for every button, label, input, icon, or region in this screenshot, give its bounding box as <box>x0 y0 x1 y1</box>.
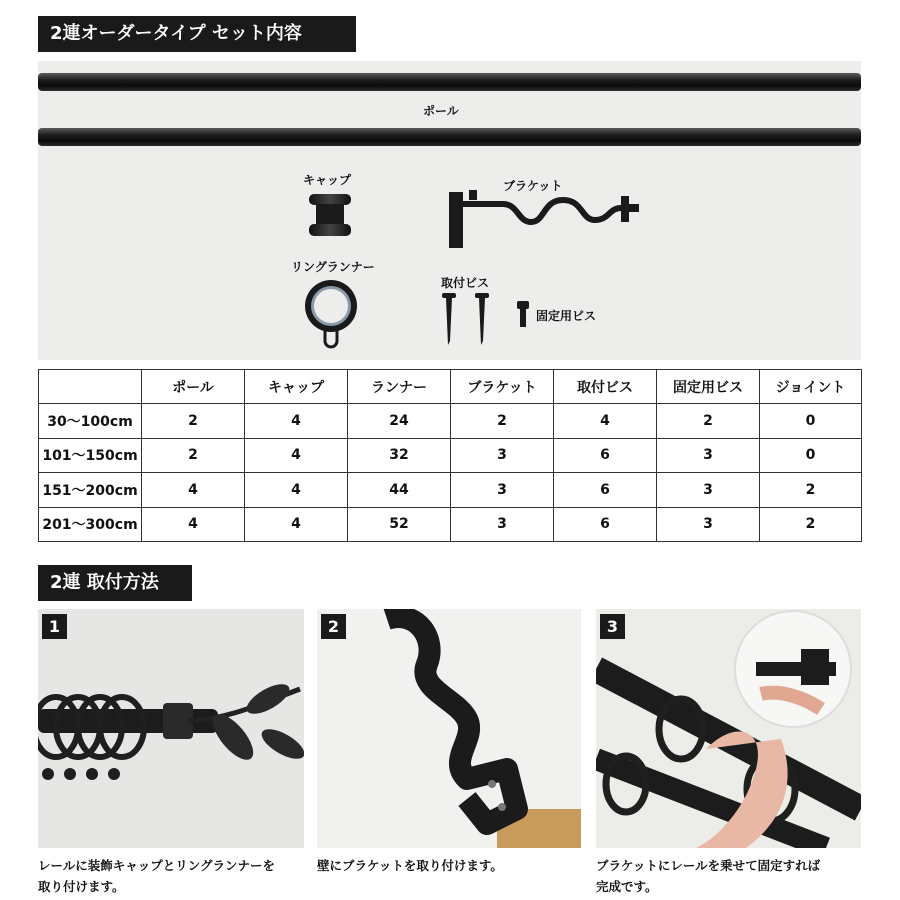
caption-line: レールに装飾キャップとリングランナーを <box>38 858 276 873</box>
table-row-size: 101～150cm <box>39 438 142 472</box>
step-number-badge: 3 <box>600 614 625 639</box>
table-cell: 2 <box>657 404 760 438</box>
table-cell: 4 <box>245 438 348 472</box>
set-contents-heading: 2連オーダータイプ セット内容 <box>38 16 356 52</box>
step-3-photo <box>596 609 861 848</box>
table-header-cell: ブラケット <box>451 370 554 404</box>
table-header-cell: ポール <box>142 370 245 404</box>
cap-image <box>306 191 354 241</box>
table-cell: 4 <box>245 507 348 541</box>
pole-top <box>38 73 861 91</box>
rail-with-cap-and-rings-image <box>38 609 304 848</box>
table-header-cell: ジョイント <box>760 370 862 404</box>
table-header-cell: ランナー <box>348 370 451 404</box>
caption-line: ブラケットにレールを乗せて固定すれば <box>596 858 821 873</box>
table-cell: 3 <box>657 438 760 472</box>
table-row <box>39 507 862 541</box>
table-header-row <box>39 370 862 404</box>
table-cell: 2 <box>142 438 245 472</box>
table-cell: 52 <box>348 507 451 541</box>
table-cell: 0 <box>760 438 862 472</box>
mounting-screw-label: 取付ビス <box>441 276 490 290</box>
step-3-caption <box>596 855 861 897</box>
table-cell: 4 <box>142 473 245 507</box>
table-cell: 2 <box>142 404 245 438</box>
fixing-screw-label: 固定用ビス <box>536 309 597 323</box>
table-cell: 3 <box>451 473 554 507</box>
ring-runner-image <box>300 275 362 349</box>
table-row <box>39 438 862 472</box>
step-number-badge: 2 <box>321 614 346 639</box>
table-cell: 4 <box>245 473 348 507</box>
table-cell: 3 <box>657 507 760 541</box>
table-row <box>39 404 862 438</box>
ring-runner-label: リングランナー <box>291 260 375 274</box>
table-row-size: 201～300cm <box>39 507 142 541</box>
table-cell: 4 <box>245 404 348 438</box>
table-header-cell: 固定用ビス <box>657 370 760 404</box>
caption-line: 取り付けます。 <box>38 879 125 894</box>
set-contents-table <box>38 369 862 542</box>
table-cell: 6 <box>554 438 657 472</box>
installation-heading: 2連 取付方法 <box>38 565 192 601</box>
caption-line: 壁にブラケットを取り付けます。 <box>317 858 503 873</box>
step-number-badge: 1 <box>42 614 67 639</box>
table-cell: 3 <box>451 507 554 541</box>
bracket-image <box>443 186 643 256</box>
table-row <box>39 473 862 507</box>
table-header-cell: キャップ <box>245 370 348 404</box>
pole-bottom <box>38 128 861 146</box>
table-cell: 3 <box>451 438 554 472</box>
table-cell: 24 <box>348 404 451 438</box>
step-1-caption <box>38 855 304 897</box>
table-cell: 32 <box>348 438 451 472</box>
fix-rail-on-bracket-image <box>596 609 861 848</box>
pole-label: ポール <box>423 104 459 118</box>
set-contents-photo <box>38 61 861 360</box>
table-row-size: 151～200cm <box>39 473 142 507</box>
table-cell: 0 <box>760 404 862 438</box>
step-2-photo <box>317 609 581 848</box>
table-row-size: 30～100cm <box>39 404 142 438</box>
table-cell: 4 <box>142 507 245 541</box>
table-cell: 6 <box>554 507 657 541</box>
table-cell: 6 <box>554 473 657 507</box>
table-header-cell: 取付ビス <box>554 370 657 404</box>
table-cell: 2 <box>451 404 554 438</box>
table-cell: 3 <box>657 473 760 507</box>
bracket-label: ブラケット <box>503 179 563 193</box>
table-header-cell <box>39 370 142 404</box>
fixing-screw-image <box>516 301 530 329</box>
table-cell: 2 <box>760 507 862 541</box>
table-cell: 2 <box>760 473 862 507</box>
step-2-caption <box>317 855 581 876</box>
table-cell: 44 <box>348 473 451 507</box>
wall-bracket-image <box>317 609 581 848</box>
cap-label: キャップ <box>303 173 352 187</box>
table-cell: 4 <box>554 404 657 438</box>
mounting-screws-image <box>438 291 498 347</box>
step-1-photo <box>38 609 304 848</box>
caption-line: 完成です。 <box>596 879 658 894</box>
